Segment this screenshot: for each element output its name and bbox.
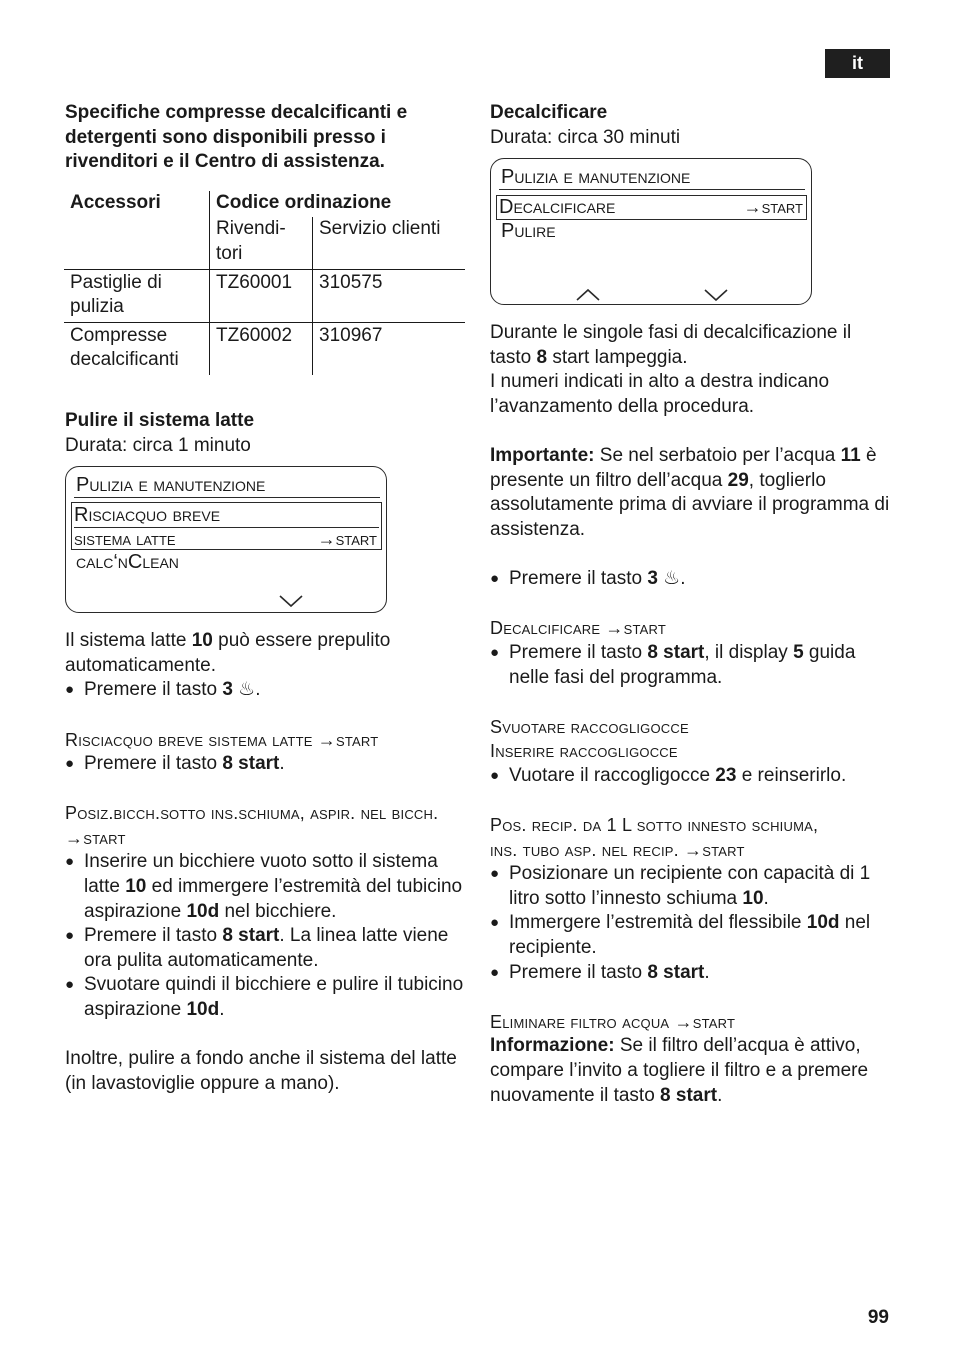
chevron-down-icon <box>278 593 304 609</box>
language-tab: it <box>825 49 890 78</box>
list-item: ● Premere il tasto 3 ♨. <box>65 678 465 703</box>
important-note: Importante: Se nel serbatoio per l’acqua 11 è presente un filtro dell’acqua 29, toglierlo assolutamente prima di avviare il programma di assistenza. <box>490 445 890 540</box>
descaling-title: Decalcificare <box>490 102 608 123</box>
table-cell-serv: 310967 <box>313 322 466 375</box>
milk-section-title: Pulire il sistema latte <box>65 409 255 431</box>
table-cell-riv: TZ60002 <box>210 322 313 375</box>
list-item: ● Vuotare il raccogligocce 23 e reinserirlo. <box>490 764 890 789</box>
page-number: 99 <box>867 1307 889 1328</box>
table-header-rivenditori: Rivendi- tori <box>210 217 313 269</box>
display-message: Svuotare raccogligocce <box>490 716 689 737</box>
display-message: Decalcificare →start <box>490 618 667 639</box>
list-item: ● Premere il tasto 8 start, il display 5 guida nelle fasi del programma. <box>490 641 890 690</box>
list-item: ● Premere il tasto 8 start. <box>490 961 890 986</box>
display-item-calcnclean: calc‘nClean <box>76 551 179 574</box>
table-cell-name: Compresse decalcificanti <box>64 322 210 375</box>
milk-duration: Durata: circa 1 minuto <box>65 434 251 456</box>
display-message: Inserire raccogligocce <box>490 741 678 762</box>
table-row <box>64 322 465 375</box>
chevron-down-icon <box>703 287 729 303</box>
display-milk-cleaning <box>65 466 387 613</box>
accessories-table <box>64 191 465 375</box>
display-descaling <box>490 158 812 305</box>
list-item: ● Inserire un bicchiere vuoto sotto il sistema latte 10 ed immergere l’estremità del tubicino aspirazione 10d nel bicchiere. <box>65 850 465 924</box>
display-message: Pos. recip. da 1 L sotto innesto schiuma, ins. tubo asp. nel recip. →start <box>490 815 819 860</box>
list-item: ● Svuotare quindi il bicchiere e pulire il tubicino aspirazione 10d. <box>65 973 465 1022</box>
descaling-paragraph: Durante le singole fasi di decalcificazione il tasto 8 start lampeggia. <box>490 322 852 368</box>
display-message: Eliminare filtro acqua →start <box>490 1011 736 1032</box>
intro-text: Specifiche compresse decalcificanti e detergenti sono disponibili presso i rivenditori e il Centro di assistenza. <box>65 102 408 173</box>
table-cell-serv: 310575 <box>313 269 466 322</box>
display-item-line1: Risciacquo breve <box>74 504 221 527</box>
descaling-duration: Durata: circa 30 minuti <box>490 126 681 148</box>
progress-paragraph: I numeri indicati in alto a destra indicano l’avanzamento della procedura. <box>490 371 830 417</box>
info-note: Informazione: Se il filtro dell’acqua è attivo, compare l’invito a togliere il filtro e a premere nuovamente il tasto 8 start. <box>490 1035 869 1106</box>
display-header: Pulizia e manutenzione <box>74 474 380 498</box>
closing-paragraph: Inoltre, pulire a fondo anche il sistema del latte (in lavastoviglie oppure a mano). <box>65 1048 457 1094</box>
table-cell-riv: TZ60001 <box>210 269 313 322</box>
chevron-up-icon <box>575 287 601 303</box>
display-item-pulire: Pulire <box>501 220 556 243</box>
table-header-accessori: Accessori <box>70 191 161 213</box>
display-start-arrow: →start <box>317 529 377 550</box>
milk-paragraph: Il sistema latte 10 può essere prepulito automaticamente. <box>65 630 391 676</box>
display-item-line2: sistema latte <box>74 529 176 550</box>
list-item: ● Immergere l’estremità del flessibile 10d nel recipiente. <box>490 911 890 960</box>
table-header-servizio: Servizio clienti <box>313 217 466 269</box>
list-item: ● Posizionare un recipiente con capacità di 1 litro sotto l’innesto schiuma 10. <box>490 862 890 911</box>
right-column <box>490 101 890 1108</box>
display-item-decalcificare: Decalcificare <box>499 196 616 219</box>
display-header: Pulizia e manutenzione <box>499 166 805 190</box>
table-header-codice: Codice ordinazione <box>210 191 466 218</box>
table-row <box>64 269 465 322</box>
display-message: Posiz.bicch.sotto ins.schiuma, aspir. nel bicch. →start <box>65 803 439 848</box>
list-item: ● Premere il tasto 3 ♨. <box>490 567 890 592</box>
display-selected-item <box>71 502 382 550</box>
list-item: ● Premere il tasto 8 start. La linea latte viene ora pulita automaticamente. <box>65 924 465 973</box>
left-column <box>65 101 465 1096</box>
display-selected-item <box>496 195 807 220</box>
display-message: Risciacquo breve sistema latte →start <box>65 729 379 750</box>
list-item: ● Premere il tasto 8 start. <box>65 752 465 777</box>
display-start-arrow: →start <box>743 197 803 218</box>
table-cell-name: Pastiglie di pulizia <box>64 269 210 322</box>
